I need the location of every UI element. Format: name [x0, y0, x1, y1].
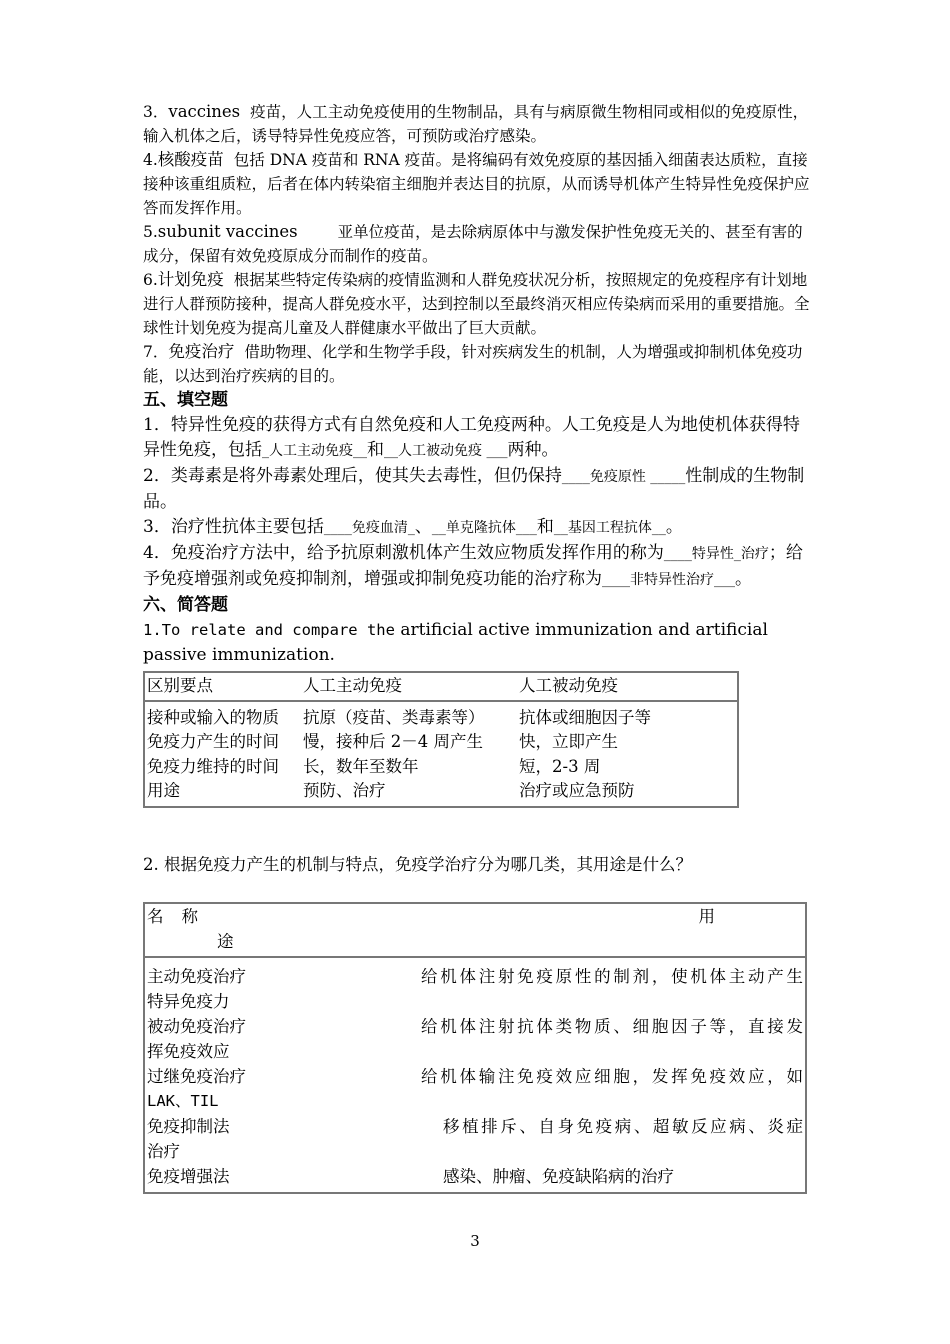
- answer-blank: __单克隆抗体___: [431, 520, 537, 536]
- table-row: [144, 730, 738, 755]
- table-cell: 免疫增强法: [147, 1166, 230, 1186]
- table-cell: 挥免疫效应: [147, 1041, 230, 1061]
- table-cell: 治疗或应急预防: [519, 781, 635, 800]
- table-cell: 慢，接种后 2－4 周产生: [303, 732, 483, 751]
- table-header-cell: 区别要点: [144, 672, 301, 701]
- answer-blank: ____特异性_治疗: [663, 546, 769, 562]
- table-cell: 主动免疫治疗: [147, 966, 246, 986]
- table-cell: 免疫抑制法: [147, 1116, 230, 1136]
- table-row: [144, 1114, 806, 1164]
- table-header-cell: 人工被动免疫: [517, 672, 738, 701]
- table-cell: 治疗: [147, 1141, 180, 1161]
- table-header-cell: 用: [419, 903, 806, 957]
- definition-term: subunit vaccines: [157, 222, 298, 241]
- definition-text: 疫苗，人工主动免疫使用的生物制品，具有与病原微生物相同或相似的免疫原性，输入机体之后，诱导特异性免疫应答，可预防或治疗感染。: [143, 103, 809, 145]
- table-row: [144, 1164, 806, 1193]
- table-cell: 抗体或细胞因子等: [519, 707, 651, 727]
- table-row: [144, 779, 738, 807]
- definition-4: 4.核酸疫苗 包括 DNA 疫苗和 RNA 疫苗。是将编码有效免疫原的基因插入细菌表达质粒，直接接种该重组质粒，后者在体内转染宿主细胞并表达目的抗原，从而诱导机体产生特异性免疫保护应答而发挥作用。: [143, 150, 810, 217]
- table-cell: 长，数年至数年: [303, 756, 419, 776]
- section-6-heading: 六、简答题: [143, 595, 228, 615]
- table-header-row: [144, 672, 738, 701]
- definition-text: 根据某些特定传染病的疫情监测和人群免疫状况分析，按照规定的免疫程序有计划地进行人群预防接种，提高人群免疫水平，达到控制以至最终消灭相应传染病而采用的重要措施。全球性计划免疫为提高儿童及人群健康水平做出了巨大贡献。: [143, 271, 810, 337]
- short-answer-question-1: 1.To relate and compare the artificial active immunization and artificial passive immunization.: [143, 620, 768, 665]
- page-number: 3: [470, 1232, 480, 1250]
- definition-text: 亚单位疫苗，是去除病原体中与激发保护性免疫无关的、甚至有害的成分，保留有效免疫原成分而制作的疫苗。: [143, 223, 803, 265]
- short-answer-question-2: 2. 根据免疫力产生的机制与特点，免疫学治疗分为哪几类，其用途是什么？: [143, 854, 692, 874]
- fill-question-3: 3．治疗性抗体主要包括____免疫血清_、__单克隆抗体___和__基因工程抗体__。: [143, 517, 683, 537]
- table-row: [144, 706, 738, 731]
- fill-question-1: 1．特异性免疫的获得方式有自然免疫和人工免疫两种。人工免疫是人为地使机体获得特异性免疫，包括_人工主动免疫__和__人工被动免疫 ___两种。: [143, 415, 800, 460]
- definition-term: 计划免疫: [157, 270, 224, 289]
- fill-question-2: 2．类毒素是将外毒素处理后，使其失去毒性，但仍保持____免疫原性 _____性制成的生物制品。: [143, 466, 805, 512]
- definition-text: 借助物理、化学和生物学手段，针对疾病发生的机制，人为增强或抑制机体免疫功能，以达到治疗疾病的目的。: [143, 343, 803, 385]
- answer-blank: __人工被动免疫 ___: [384, 443, 508, 459]
- table-cell: 免疫力维持的时间: [147, 756, 279, 776]
- table-cell: 被动免疫治疗: [147, 1016, 246, 1036]
- table-cell: 特异免疫力: [147, 991, 230, 1011]
- definition-term: 免疫治疗: [168, 342, 235, 361]
- table-row: [144, 755, 738, 780]
- table-row: [144, 1064, 806, 1114]
- answer-blank: ____免疫原性 _____: [561, 469, 686, 485]
- definition-6: 6.计划免疫 根据某些特定传染病的疫情监测和人群免疫状况分析，按照规定的免疫程序有计划地进行人群预防接种，提高人群免疫水平，达到控制以至最终消灭相应传染病而采用的重要措施。全球性计划免疫为提高儿童及人群健康水平做出了巨大贡献。: [143, 270, 810, 337]
- table-cell: 预防、治疗: [303, 781, 386, 800]
- table-cell: 给机体输注免疫效应细胞，发挥免疫效应，如: [421, 1066, 803, 1086]
- table-header-cell: 人工主动免疫: [301, 672, 517, 701]
- therapy-table: [143, 902, 807, 1194]
- section-5-heading: 五、填空题: [143, 390, 228, 410]
- comparison-table: [143, 671, 739, 808]
- table-header-row: [144, 903, 806, 957]
- definition-text: 包括 DNA 疫苗和 RNA 疫苗。是将编码有效免疫原的基因插入细菌表达质粒，直接接种该重组质粒，后者在体内转染宿主细胞并表达目的抗原，从而诱导机体产生特异性免疫保护应答而发挥作用。: [143, 151, 810, 217]
- definition-term: 核酸疫苗: [157, 150, 224, 169]
- definition-7: 7．免疫治疗 借助物理、化学和生物学手段，针对疾病发生的机制，人为增强或抑制机体免疫功能，以达到治疗疾病的目的。: [143, 342, 803, 385]
- table-cell: 接种或输入的物质: [147, 707, 279, 727]
- table-cell: LAK、TIL: [147, 1091, 219, 1110]
- answer-blank: __基因工程抗体__: [553, 520, 666, 536]
- answer-blank: _人工主动免疫__: [262, 443, 367, 459]
- table-cell: 快，立即产生: [519, 732, 618, 751]
- table-cell: 用途: [147, 781, 180, 800]
- table-cell: 给机体注射免疫原性的制剂，使机体主动产生: [421, 966, 803, 986]
- definition-5: 5.subunit vaccines 亚单位疫苗，是去除病原体中与激发保护性免疫无关的、甚至有害的成分，保留有效免疫原成分而制作的疫苗。: [143, 222, 803, 265]
- table-cell: 抗原（疫苗、类毒素等）: [303, 707, 485, 727]
- table-row: [144, 1014, 806, 1064]
- page-content: [143, 100, 811, 1194]
- fill-question-4: 4．免疫治疗方法中，给予抗原刺激机体产生效应物质发挥作用的称为____特异性_治疗；给予免疫增强剂或免疫抑制剂，增强或抑制免疫功能的治疗称为____非特异性治疗___。: [143, 543, 803, 589]
- answer-blank: ____非特异性治疗___: [602, 572, 735, 588]
- table-cell: 短，2-3 周: [519, 756, 601, 776]
- definition-3: 3．vaccines 疫苗，人工主动免疫使用的生物制品，具有与病原微生物相同或相似的免疫原性，输入机体之后，诱导特异性免疫应答，可预防或治疗感染。: [143, 102, 809, 145]
- table-row: [144, 957, 806, 1014]
- table-cell: 过继免疫治疗: [147, 1066, 246, 1086]
- answer-blank: ____免疫血清_: [323, 520, 415, 536]
- table-cell: 给机体注射抗体类物质、细胞因子等，直接发: [421, 1016, 803, 1036]
- table-cell: 感染、肿瘤、免疫缺陷病的治疗: [443, 1166, 674, 1186]
- table-cell: 移植排斥、自身免疫病、超敏反应病、炎症: [443, 1116, 803, 1136]
- table-header-cell: 名称 途: [144, 903, 419, 957]
- definition-term: vaccines: [168, 102, 241, 121]
- table-cell: 免疫力产生的时间: [147, 732, 279, 751]
